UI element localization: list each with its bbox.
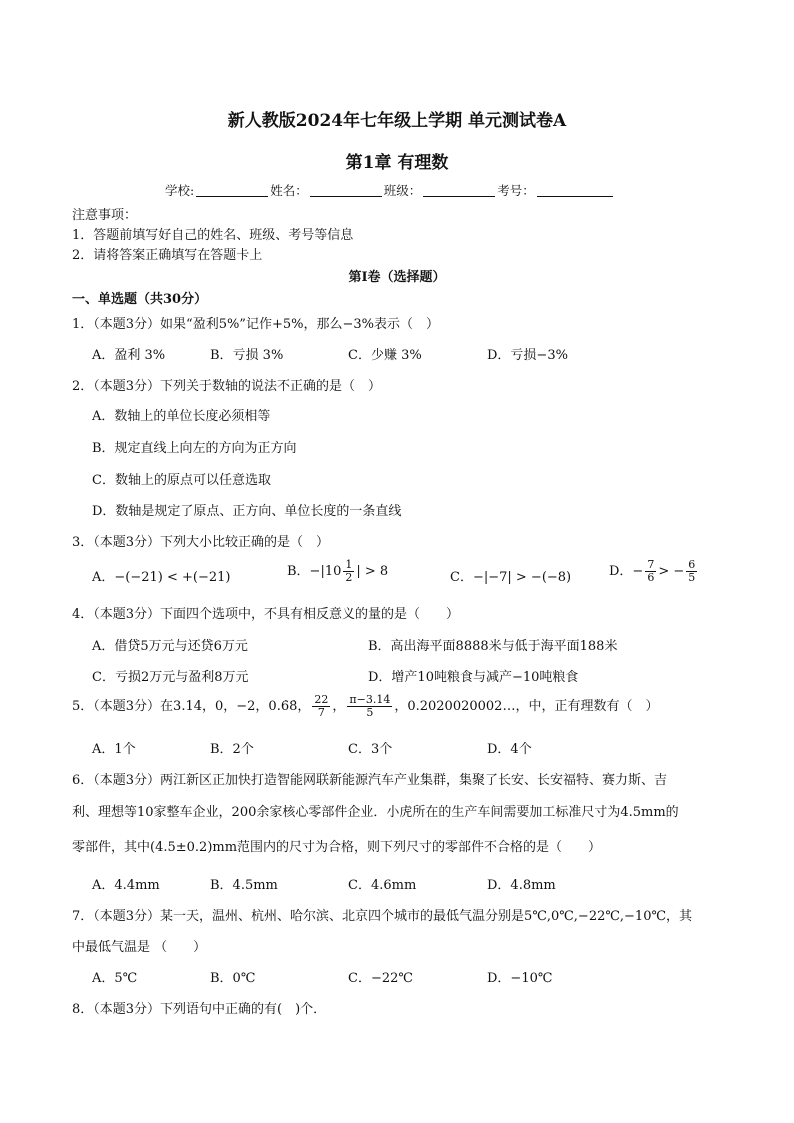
number-blank[interactable] [537,183,613,197]
name-blank[interactable] [310,183,382,197]
q3-option-d[interactable] [609,559,699,584]
q3-d-frac1-num: 7 [647,558,655,571]
q5-frac2-num: π−3.14 [349,693,391,706]
question-7-line-2: 中最低气温是 （ ） [72,940,207,955]
q2-option-d[interactable]: D．数轴是规定了原点、正方向、单位长度的一条直线 [92,504,402,519]
q5-option-d[interactable]: D．4个 [487,742,532,757]
notice-item-2: 2．请将答案正确填写在答题卡上 [72,248,263,263]
q2-option-a[interactable]: A．数轴上的单位长度必须相等 [92,409,271,424]
q5-option-a[interactable]: A．1个 [92,742,136,757]
question-3-stem: 3．（本题3分）下列大小比较正确的是（ ） [72,535,330,550]
q6-option-d[interactable]: D．4.8mm [487,878,556,893]
q5-frac1-den: 7 [317,706,325,719]
class-label: 班级： [383,183,422,198]
name-label: 姓名： [270,183,308,198]
q3-option-c[interactable]: C．−|−7| > −(−8) [450,570,572,585]
q3-d-middle: > − [658,564,685,579]
section-title: 一、单选题（共30分） [72,292,208,307]
q3-d-fraction-2 [686,559,697,584]
chapter-title: 第1章 有理数 [345,153,449,173]
q5-option-c[interactable]: C．3个 [348,742,393,757]
q1-option-d[interactable]: D．亏损−3% [487,348,568,363]
exam-title: 新人教版2024年七年级上学期 单元测试卷A [227,111,567,131]
q2-option-b[interactable]: B．规定直线上向左的方向为正方向 [92,441,297,456]
notice-heading: 注意事项： [72,208,138,223]
q5-frac1-num: 22 [314,693,329,706]
number-label: 考号： [497,183,535,198]
question-8-stem: 8．（本题3分）下列语句中正确的有( )个． [72,1002,327,1017]
notice-item-1: 1．答题前填写好自己的姓名、班级、考号等信息 [72,228,354,243]
q1-option-b[interactable]: B．亏损 3% [210,348,284,363]
q6-option-c[interactable]: C．4.6mm [348,878,417,893]
q7-option-a[interactable]: A．5℃ [92,971,138,986]
q6-option-a[interactable]: A．4.4mm [92,878,160,893]
q5-fraction-pi [347,694,392,719]
volume-title: 第I卷（选择题） [348,270,446,285]
q3-option-b[interactable] [287,559,388,584]
q5-stem-suffix: ，0.2020020002…，中，正有理数有（ ） [394,699,659,714]
student-info-line [165,181,615,199]
question-5-stem: 5．（本题3分）在3.14，0，−2，0.6̇8̇， $\frac{22}{7}$ ， $\frac{\pi-3.14}{5}$ ，0.2020020002…，中，正有理数有（ ） [72,693,659,719]
question-6-line-1: 6．（本题3分）两江新区正加快打造智能网联新能源汽车产业集群，集聚了长安、长安福特、赛力斯、吉 [72,773,668,788]
q4-option-b[interactable]: B．高出海平面8888米与低于海平面188米 [368,639,618,654]
q7-option-d[interactable]: D．−10℃ [487,971,553,986]
q3-option-a[interactable]: A．−(−21) < +(−21) [92,570,231,585]
question-4-stem: 4．（本题3分）下面四个选项中，不具有相反意义的量的是（ ） [72,607,460,622]
q3-b-prefix: B．−|10 [287,564,342,579]
q1-option-a[interactable]: A．盈利 3% [92,348,166,363]
q3-b-frac-num: 1 [345,558,353,571]
q6-option-b[interactable]: B．4.5mm [210,878,278,893]
q4-option-d[interactable]: D．增产10吨粮食与减产−10吨粮食 [368,670,579,685]
q3-d-frac1-den: 6 [647,571,655,584]
question-6-line-2: 利、理想等10家整车企业，200余家核心零部件企业．小虎所在的生产车间需要加工标准尺寸为4.5mm的 [72,805,679,820]
q3-d-frac2-num: 6 [688,558,696,571]
q4-option-a[interactable]: A．借贷5万元与还贷6万元 [92,639,248,654]
question-6-line-3: 零部件，其中(4.5±0.2)mm范围内的尺寸为合格，则下列尺寸的零部件不合格的是（ ） [72,840,602,855]
q7-option-b[interactable]: B．0℃ [210,971,256,986]
school-blank[interactable] [196,183,268,197]
q5-stem-prefix: 5．（本题3分）在3.14，0，−2，0.6̇8̇， [72,699,311,714]
q5-option-b[interactable]: B．2个 [210,742,254,757]
q3-d-frac2-den: 5 [688,571,696,584]
q3-b-frac-den: 2 [345,571,353,584]
q5-fraction-22-7 [312,694,330,719]
class-blank[interactable] [423,183,495,197]
q4-option-c[interactable]: C．亏损2万元与盈利8万元 [92,670,249,685]
q3-d-prefix: D．− [609,564,644,579]
q7-option-c[interactable]: C．−22℃ [348,971,413,986]
q3-d-fraction-1 [645,559,656,584]
school-label: 学校: [165,183,195,198]
q3-b-fraction [343,559,354,584]
q2-option-c[interactable]: C．数轴上的原点可以任意选取 [92,473,271,488]
question-1-stem: 1．（本题3分）如果“盈利5%”记作+5%，那么−3%表示（ ） [72,317,439,332]
question-2-stem: 2．（本题3分）下列关于数轴的说法不正确的是（ ） [72,379,382,394]
q3-b-suffix: | > 8 [356,564,389,579]
question-7-line-1: 7．（本题3分）某一天，温州、杭州、哈尔滨、北京四个城市的最低气温分别是5℃,0℃,−22℃,−10℃，其 [72,909,693,924]
q1-option-c[interactable]: C．少赚 3% [348,348,422,363]
q5-frac2-den: 5 [366,706,374,719]
